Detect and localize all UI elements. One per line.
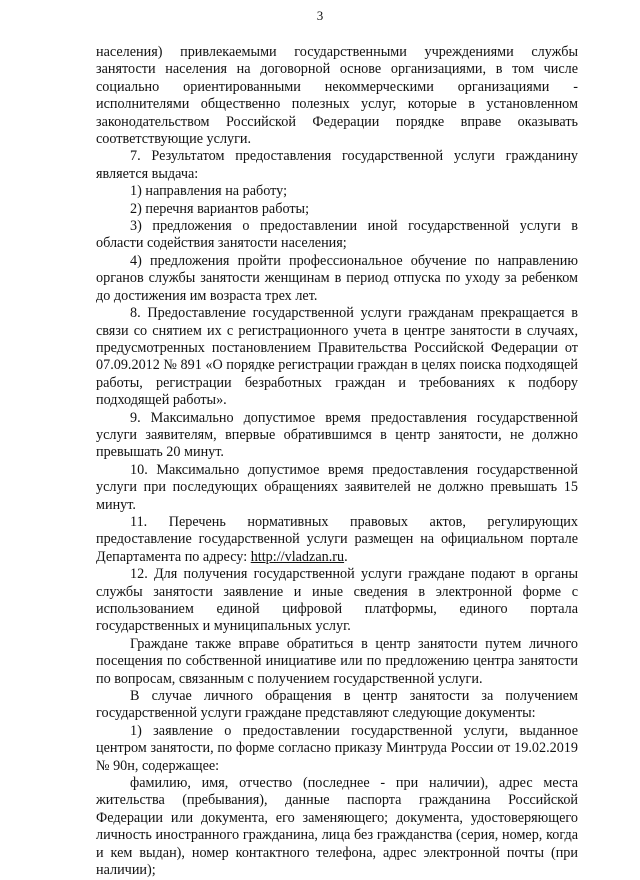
paragraph-11 bbox=[96, 514, 578, 566]
paragraph-10: 10. Максимально допустимое время предоставления государственной услуги при последующих обращениях заявителей не должно превышать 15 минут. bbox=[96, 461, 578, 513]
paragraph-12: 12. Для получения государственной услуги граждане подают в органы службы занятости заявление и иные сведения в электронной форме с использованием единой цифровой платформы, единого портала государственных и муниципальных услуг. bbox=[96, 566, 578, 635]
paragraph-6-continuation: населения) привлекаемыми государственными учреждениями службы занятости населения на договорной основе организациями, в том числе социально ориентированными некоммерческими организациями - исполнителями общественно полезных услуг, которые в установленном законодательством Российской Федерации порядке вправе оказывать соответствующие услуги. bbox=[96, 44, 578, 148]
list-item-7-1: 1) направления на работу; bbox=[130, 183, 288, 200]
document-body bbox=[96, 44, 578, 880]
paragraph-9: 9. Максимально допустимое время предоставления государственной услуги заявителям, впервые обратившимся в центр занятости, не должно превышать 20 минут. bbox=[96, 409, 578, 461]
list-item-7-3: 3) предложения о предоставлении иной государственной услуги в области содействия занятости населения; bbox=[96, 218, 578, 252]
portal-link[interactable]: http://vladzan.ru bbox=[250, 548, 345, 565]
paragraph-7: 7. Результатом предоставления государственной услуги гражданину является выдача: bbox=[96, 148, 578, 182]
paragraph-applicant-data: фамилию, имя, отчество (последнее - при наличии), адрес места жительства (пребывания), данные паспорта гражданина Российской Федерации или документа, его заменяющего; документа, удостоверяющего личность иностранного гражданина, лица без гражданства (серия, номер, когда и кем выдан), номер контактного телефона, адрес электронной почты (при наличии); bbox=[96, 775, 578, 879]
paragraph-11-tail: . bbox=[344, 548, 348, 565]
paragraph-personal-visit: Граждане также вправе обратиться в центр занятости путем личного посещения по собственной инициативе или по предложению центра занятости по вопросам, связанным с получением государственной услуги. bbox=[96, 635, 578, 687]
page-number: 3 bbox=[316, 8, 324, 23]
paragraph-8: 8. Предоставление государственной услуги гражданам прекращается в связи со снятием их с регистрационного учета в центре занятости в случаях, предусмотренных постановлением Правительства Российской Федерации от 07.09.2012 № 891 «О порядке регистрации граждан в целях поиска подходящей работы, регистрации безработных граждан и требованиях к подбору подходящей работы». bbox=[96, 305, 578, 409]
list-item-documents-1: 1) заявление о предоставлении государственной услуги, выданное центром занятости, по форме согласно приказу Минтруда России от 19.02.2019 № 90н, содержащее: bbox=[96, 722, 578, 774]
paragraph-11-text: 11. Перечень нормативных правовых актов, регулирующих предоставление государственной услуги размещен на официальном портале Департамента по адресу: bbox=[96, 513, 578, 565]
list-item-7-2: 2) перечня вариантов работы; bbox=[130, 200, 310, 217]
list-item-7-4: 4) предложения пройти профессиональное обучение по направлению органов службы занятости женщинам в период отпуска по уходу за ребенком до достижения им возраста трех лет. bbox=[96, 252, 578, 304]
paragraph-documents: В случае личного обращения в центр занятости за получением государственной услуги граждане представляют следующие документы: bbox=[96, 688, 578, 722]
